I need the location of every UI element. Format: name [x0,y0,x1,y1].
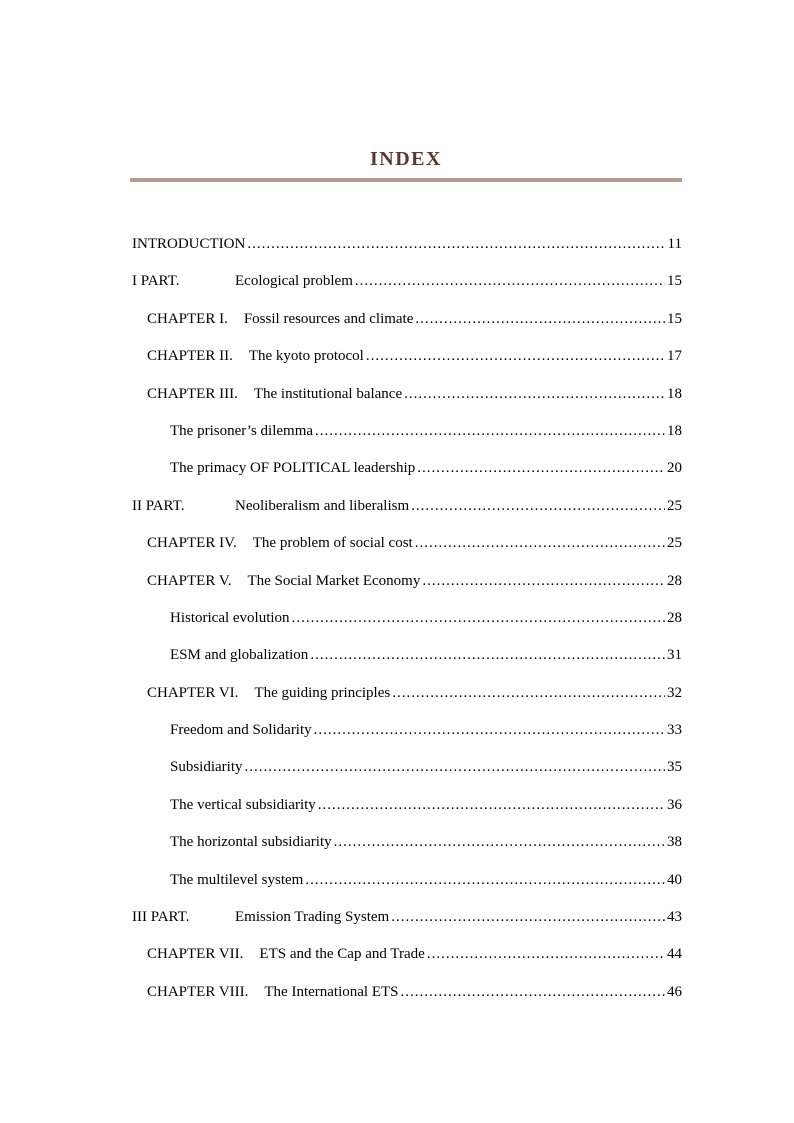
toc-entry[interactable] [130,984,682,1021]
toc-page-number: 15 [667,310,682,327]
toc-entry[interactable] [130,722,682,759]
dot-leader [422,573,665,590]
toc-entry[interactable] [130,273,682,310]
toc-entry-title [147,348,364,365]
toc-page-number: 11 [667,236,682,252]
toc-entry-label: The problem of social cost [252,535,413,552]
toc-entry-title [147,386,402,403]
toc-entry-label: Historical evolution [170,609,290,626]
dot-leader [318,797,665,814]
toc-entry[interactable] [130,610,682,647]
toc-entry-title [147,311,413,328]
toc-page-number: 46 [667,983,682,1000]
toc-entry-title [132,236,245,253]
dot-leader [401,984,665,1001]
toc-entry-label: Ecological problem [235,273,353,290]
toc-entry-number: CHAPTER II. [147,348,233,365]
title-underline [130,178,682,182]
toc-entry-number: CHAPTER IV. [147,535,237,552]
toc-entry[interactable] [130,946,682,983]
toc-entry-title [170,872,303,889]
toc-entry-number: III PART. [132,909,190,926]
toc-entry-label: Neoliberalism and liberalism [235,497,410,514]
toc-entry[interactable] [130,685,682,722]
toc-entry-title [147,946,425,963]
toc-entry-title [170,423,313,440]
dot-leader [310,647,665,664]
dot-leader [355,273,665,290]
toc-entry[interactable] [130,647,682,684]
toc-entry-label: The primacy OF POLITICAL leadership [170,460,416,477]
toc-entry[interactable] [130,759,682,796]
toc-page-number: 20 [667,460,682,477]
toc-entry-label: Freedom and Solidarity [170,722,312,739]
dot-leader [415,311,665,328]
toc-entry-label: ETS and the Cap and Trade [259,946,425,963]
toc-entry-number: I PART. [132,273,180,290]
toc-page-number: 36 [667,796,682,813]
toc-entry[interactable] [130,386,682,423]
toc-entry-number: CHAPTER VIII. [147,983,249,1000]
toc-page-number: 33 [667,722,682,739]
dot-leader [334,834,665,851]
table-of-contents [130,236,682,1021]
toc-entry[interactable] [130,498,682,535]
toc-entry[interactable] [130,311,682,348]
toc-entry-title [147,685,390,702]
toc-entry-title [132,909,389,926]
toc-entry-number: II PART. [132,497,185,514]
toc-entry-label: The prisoner’s dilemma [170,422,314,439]
dot-leader [391,909,665,926]
toc-entry-label: Subsidiarity [170,759,243,776]
page-title: INDEX [370,148,442,170]
toc-page-number: 44 [667,946,682,963]
toc-page-number: 28 [667,609,682,626]
dot-leader [427,946,665,963]
toc-entry-title [170,834,332,851]
toc-entry-label: Fossil resources and climate [243,310,414,327]
dot-leader [315,423,665,440]
toc-page-number: 18 [667,422,682,439]
toc-page-number: 25 [667,535,682,552]
toc-entry-number: CHAPTER VI. [147,684,239,701]
toc-entry-title [170,722,312,739]
dot-leader [366,348,665,365]
toc-entry-number: CHAPTER VII. [147,946,244,963]
toc-entry-label: Emission Trading System [235,909,390,926]
dot-leader [415,535,665,552]
toc-page-number: 15 [667,273,682,290]
toc-entry[interactable] [130,535,682,572]
dot-leader [392,685,665,702]
toc-entry-number: CHAPTER V. [147,572,232,589]
toc-entry-label: ESM and globalization [170,647,309,664]
toc-entry-label: The International ETS [264,983,399,1000]
toc-entry-label: The Social Market Economy [247,572,421,589]
toc-page-number: 25 [667,497,682,514]
toc-entry-label: The vertical subsidiarity [170,796,316,813]
toc-entry[interactable] [130,460,682,497]
dot-leader [305,872,665,889]
toc-entry-label: The multilevel system [170,871,304,888]
toc-entry-title [170,460,415,477]
dot-leader [411,498,665,515]
toc-entry[interactable] [130,573,682,610]
dot-leader [247,236,665,253]
toc-entry[interactable] [130,797,682,834]
toc-entry[interactable] [130,236,682,273]
toc-entry-title [147,984,399,1001]
toc-entry-number: CHAPTER I. [147,310,228,327]
toc-entry[interactable] [130,872,682,909]
toc-entry-title [132,273,353,290]
dot-leader [292,610,665,627]
toc-entry-title [147,535,413,552]
toc-entry-label: The guiding principles [254,684,391,701]
toc-entry-title [147,573,420,590]
toc-entry[interactable] [130,348,682,385]
toc-entry[interactable] [130,909,682,946]
toc-page-number: 38 [667,834,682,851]
toc-page-number: 35 [667,759,682,776]
toc-page-number: 40 [667,871,682,888]
toc-entry-title [170,797,316,814]
toc-page-number: 31 [667,647,682,664]
dot-leader [245,759,665,776]
toc-entry-title [170,759,243,776]
toc-entry-label: INTRODUCTION [132,236,246,252]
dot-leader [404,386,665,403]
toc-entry[interactable] [130,834,682,871]
toc-page-number: 28 [667,572,682,589]
toc-entry-title [132,498,409,515]
toc-page-number: 43 [667,909,682,926]
toc-page-number: 18 [667,385,682,402]
dot-leader [314,722,665,739]
toc-entry-number: CHAPTER III. [147,385,238,402]
toc-entry[interactable] [130,423,682,460]
toc-entry-label: The horizontal subsidiarity [170,834,332,851]
toc-entry-title [170,610,290,627]
toc-entry-title [170,647,308,664]
toc-entry-label: The kyoto protocol [248,348,364,365]
toc-page-number: 32 [667,684,682,701]
toc-entry-label: The institutional balance [253,385,403,402]
dot-leader [417,460,665,477]
toc-page-number: 17 [667,348,682,365]
